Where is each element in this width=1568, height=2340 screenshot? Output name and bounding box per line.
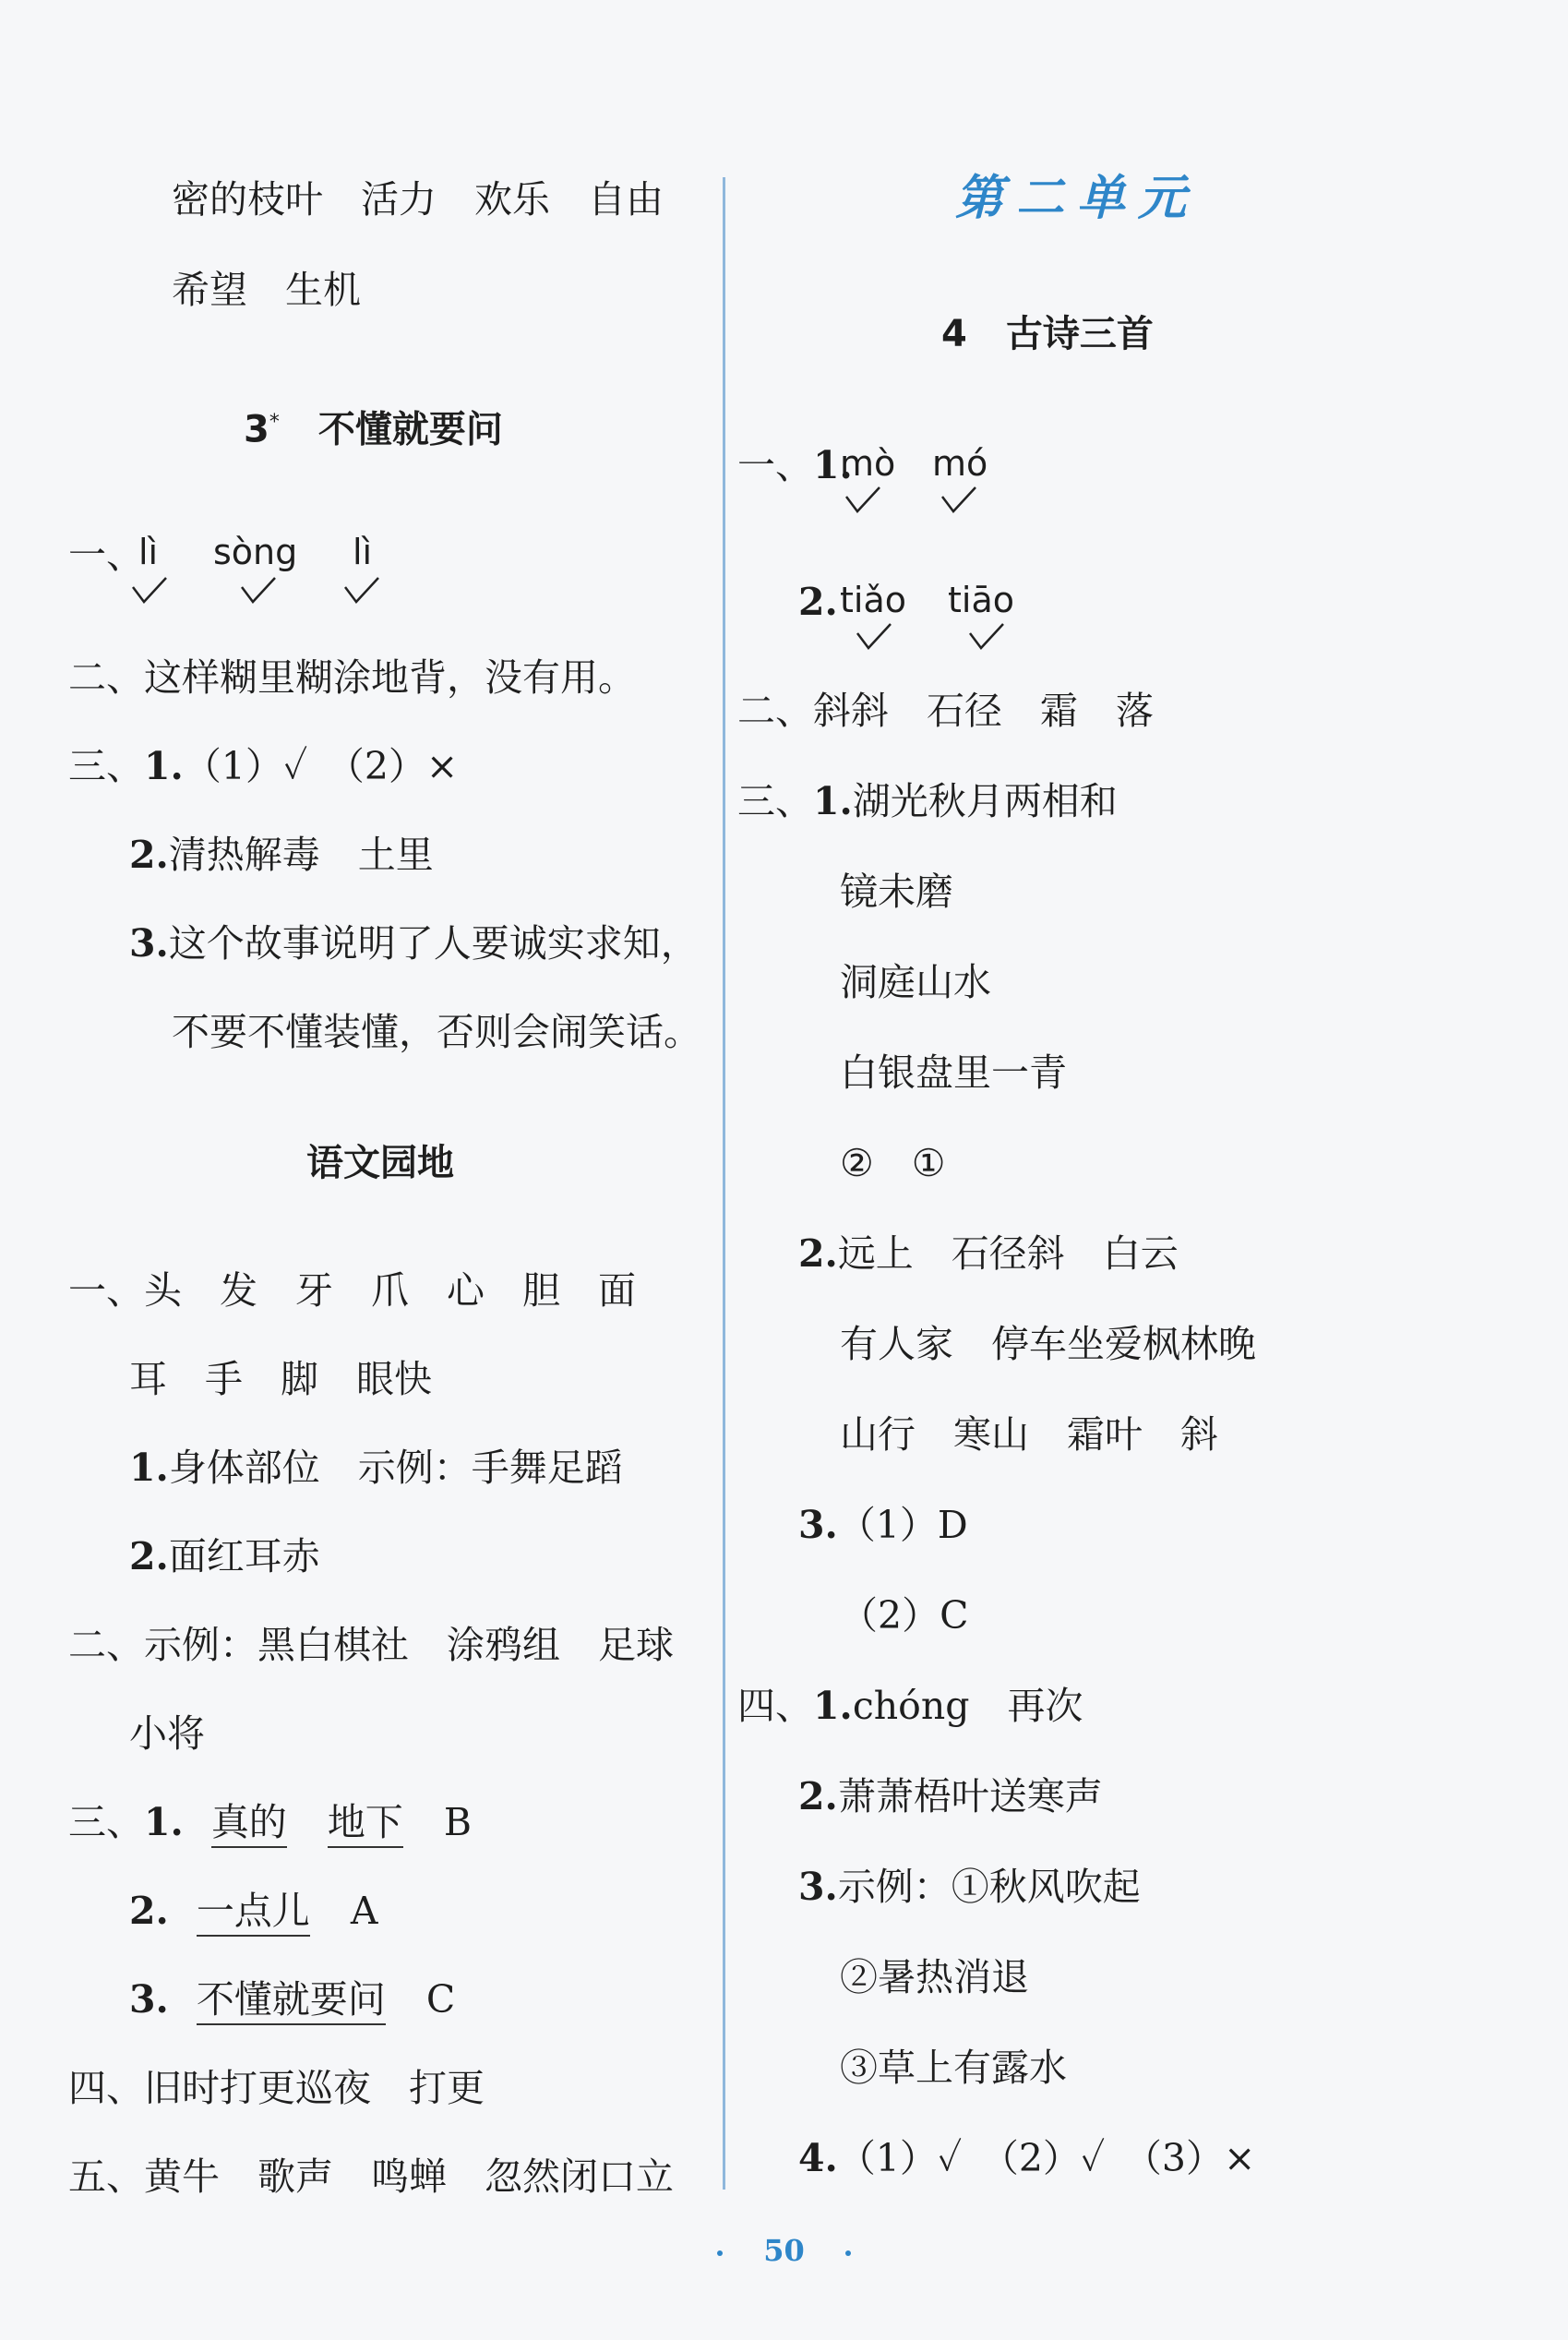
answer-line xyxy=(798,1770,1103,1822)
answer-line xyxy=(129,1530,320,1582)
item-text: （1）✓ （2）✓ （3）× xyxy=(837,2136,1256,2180)
item-number: 1. xyxy=(129,1446,169,1490)
check-icon xyxy=(939,484,979,517)
answer-line: 二、示例：黑白棋社 涂鸦组 足球 xyxy=(68,1623,674,1667)
check-icon xyxy=(238,574,279,607)
answer-line: 白银盘里一青 xyxy=(840,1050,1067,1095)
page-number: 50 xyxy=(763,2233,805,2268)
question-prefix: 一、 xyxy=(737,443,813,487)
answer-line: 四、旧时打更巡夜 打更 xyxy=(68,2066,485,2110)
continued-answer-line: 密的枝叶 活力 欢乐 自由 xyxy=(172,177,664,222)
answer-line: 洞庭山水 xyxy=(840,960,991,1004)
item-text: chóng 再次 xyxy=(852,1684,1083,1728)
pinyin-item: mò xyxy=(840,443,896,484)
pinyin-item: mó xyxy=(932,443,988,484)
section-title: 不懂就要问 xyxy=(317,408,503,451)
footer-dot-icon xyxy=(717,2250,723,2256)
answer-line: 镜未磨 xyxy=(840,870,953,914)
choice-letter: C xyxy=(425,1977,456,2022)
answer-line: （2）C xyxy=(840,1593,969,1638)
answer-line xyxy=(737,1680,1083,1732)
answer-line xyxy=(129,1442,623,1494)
answer-line xyxy=(129,1974,455,2025)
answer-line xyxy=(737,775,1118,827)
section-number: 3 xyxy=(244,408,269,451)
item-text: 身体部位 示例：手舞足蹈 xyxy=(168,1446,623,1490)
section-heading: 语文园地 xyxy=(306,1142,454,1184)
check-icon xyxy=(966,620,1007,654)
item-number: 3. xyxy=(129,1977,169,2022)
underlined-word: 一点儿 xyxy=(197,1889,310,1937)
answer-line xyxy=(68,740,458,792)
section-title: 古诗三首 xyxy=(1005,313,1154,355)
pinyin-item: lì xyxy=(138,532,159,572)
item-number: 2. xyxy=(129,833,169,877)
choice-letter: B xyxy=(443,1800,472,1844)
question-prefix: 三、 xyxy=(68,744,144,788)
section-heading xyxy=(244,397,503,449)
item-text: 湖光秋月两相和 xyxy=(852,779,1118,823)
pinyin-item: sòng xyxy=(213,532,298,572)
question-prefix: 三、 xyxy=(737,779,813,823)
item-number: 1. xyxy=(813,443,853,487)
footer-dot-icon xyxy=(845,2250,851,2256)
underlined-word: 真的 xyxy=(211,1800,287,1848)
answer-line: 一、头 发 牙 爪 心 胆 面 xyxy=(68,1268,636,1313)
answer-line xyxy=(798,1499,968,1551)
pinyin-item: tiǎo xyxy=(840,580,906,620)
item-text: 远上 石径斜 白云 xyxy=(837,1231,1179,1276)
answer-line xyxy=(798,1228,1179,1279)
check-icon xyxy=(129,574,170,607)
answer-line xyxy=(129,1885,377,1937)
choice-letter: A xyxy=(350,1889,378,1933)
answer-line xyxy=(798,2132,1255,2184)
answer-line: 五、黄牛 歌声 鸣蝉 忽然闭口立 xyxy=(68,2154,674,2199)
page-footer xyxy=(0,2232,1568,2269)
item-text: 面红耳赤 xyxy=(168,1534,320,1578)
item-text: 示例：①秋风吹起 xyxy=(837,1865,1141,1909)
check-icon xyxy=(341,574,382,607)
answer-line xyxy=(798,576,838,628)
answer-line: 二、斜斜 石径 霜 落 xyxy=(737,689,1154,733)
item-number: 1. xyxy=(813,779,853,823)
answer-line xyxy=(737,439,853,491)
item-text: 这个故事说明了人要诚实求知， xyxy=(168,921,699,966)
section-number: 4 xyxy=(941,313,967,355)
item-text: （1）D xyxy=(837,1503,968,1547)
answer-line xyxy=(129,918,699,969)
item-number: 2. xyxy=(798,1231,838,1276)
answer-line xyxy=(798,1861,1141,1913)
check-icon xyxy=(843,484,883,517)
item-number: 2. xyxy=(798,580,838,624)
answer-line xyxy=(68,1796,472,1848)
item-text: （1）✓ （2）× xyxy=(183,744,459,788)
answer-line: ② ① xyxy=(840,1141,946,1185)
optional-star-mark: * xyxy=(269,411,280,434)
continued-answer-line: 希望 生机 xyxy=(172,268,361,312)
item-number: 1. xyxy=(144,1800,184,1844)
pinyin-item: lì xyxy=(353,532,373,572)
question-prefix: 三、 xyxy=(68,1800,144,1844)
section-heading xyxy=(941,308,1154,360)
answer-line: ②暑热消退 xyxy=(840,1955,1029,1999)
unit-title: 第二单元 xyxy=(955,171,1200,226)
item-number: 4. xyxy=(798,2136,838,2180)
item-number: 1. xyxy=(813,1684,853,1728)
underlined-word: 不懂就要问 xyxy=(197,1977,386,2025)
item-number: 2. xyxy=(129,1889,169,1933)
item-text: 清热解毒 土里 xyxy=(168,833,434,877)
answer-line: 山行 寒山 霜叶 斜 xyxy=(840,1412,1218,1457)
item-text: 萧萧梧叶送寒声 xyxy=(837,1774,1103,1818)
answer-line: 二、这样糊里糊涂地背，没有用。 xyxy=(68,655,636,700)
item-number: 3. xyxy=(129,921,169,966)
question-prefix: 四、 xyxy=(737,1684,813,1728)
answer-line: 耳 手 脚 眼快 xyxy=(129,1357,432,1401)
check-icon xyxy=(854,620,894,654)
pinyin-item: tiāo xyxy=(948,580,1014,620)
column-divider xyxy=(723,177,725,2190)
question-prefix: 一、 xyxy=(68,533,144,577)
item-number: 3. xyxy=(798,1865,838,1909)
answer-line: 不要不懂装懂，否则会闹笑话。 xyxy=(172,1010,701,1054)
item-number: 2. xyxy=(129,1534,169,1578)
answer-line: 有人家 停车坐爱枫林晚 xyxy=(840,1322,1256,1366)
item-number: 3. xyxy=(798,1503,838,1547)
underlined-word: 地下 xyxy=(328,1800,403,1848)
answer-line: 小将 xyxy=(129,1711,205,1756)
item-number: 2. xyxy=(798,1774,838,1818)
answer-line xyxy=(129,829,434,881)
answer-line: ③草上有露水 xyxy=(840,2046,1067,2090)
item-number: 1. xyxy=(144,744,184,788)
